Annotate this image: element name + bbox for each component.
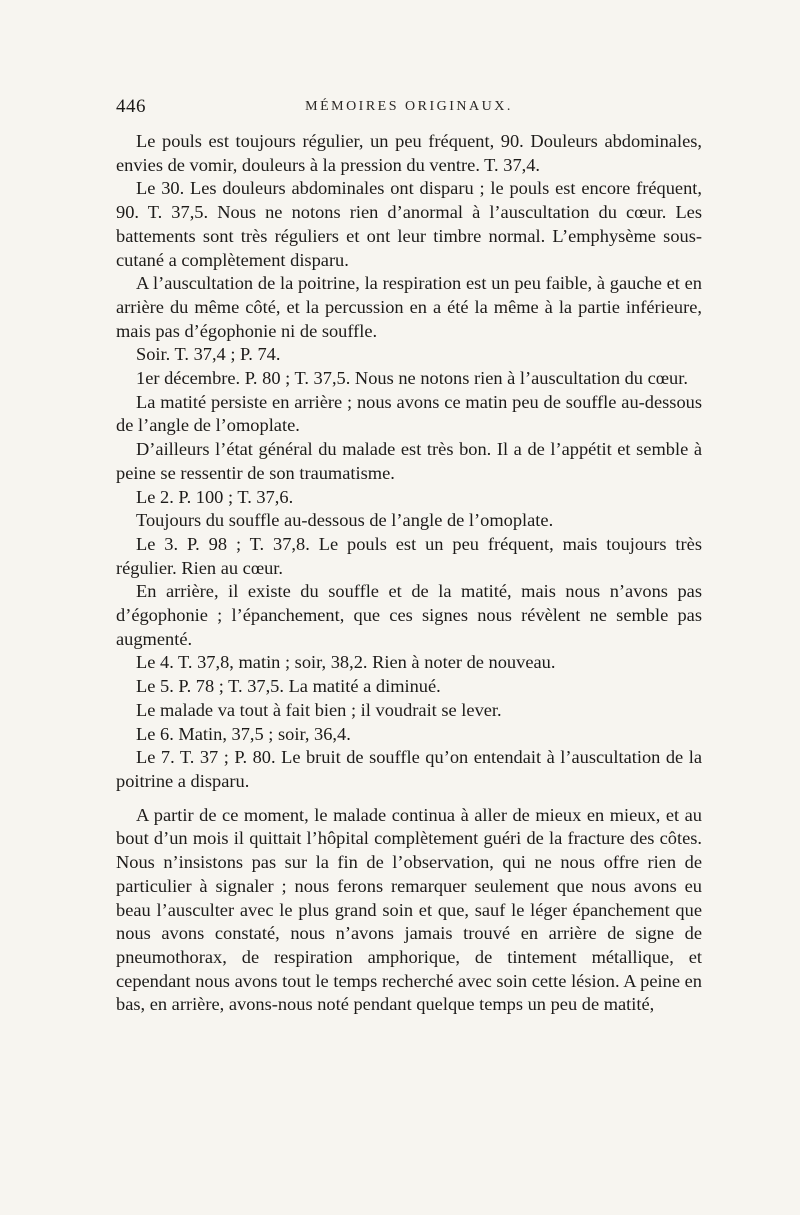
paragraph: Le pouls est toujours régulier, un peu fréquent, 90. Douleurs abdominales, envies de vomir, douleurs à la pression du ventre. T. 37,4. <box>116 131 702 175</box>
paragraph: En arrière, il existe du souffle et de la matité, mais nous n’avons pas d’égophonie ; l’épanchement, que ces signes nous révèlent ne semble pas augmenté. <box>116 581 702 649</box>
paragraph: Le 2. P. 100 ; T. 37,6. <box>136 486 294 507</box>
page-number: 446 <box>116 96 146 117</box>
running-head: MÉMOIRES ORIGINAUX. <box>305 99 513 114</box>
paragraph: La matité persiste en arrière ; nous avons ce matin peu de souffle au-dessous de l’angle de l’omoplate. <box>116 391 702 436</box>
paragraph: Le 7. T. 37 ; P. 80. Le bruit de souffle qu’on entendait à l’auscultation de la poitrine a disparu. <box>116 747 702 791</box>
paragraph: 1er décembre. P. 80 ; T. 37,5. Nous ne notons rien à l’auscultation du cœur. <box>136 368 688 389</box>
paragraph: Le malade va tout à fait bien ; il voudrait se lever. <box>136 699 502 720</box>
paragraph: Le 30. Les douleurs abdominales ont disparu ; le pouls est encore fréquent, 90. T. 37,5. Nous ne notons rien d’anormal à l’auscultation du cœur. Les battements sont très réguliers et ont leur timbre normal. L’emphysème sous-cutané a complètement disparu. <box>116 178 702 270</box>
paragraph: Le 3. P. 98 ; T. 37,8. Le pouls est un peu fréquent, mais toujours très régulier. Rien au cœur. <box>116 533 702 578</box>
paragraph: Soir. T. 37,4 ; P. 74. <box>136 344 281 365</box>
paragraph: Toujours du souffle au-dessous de l’angle de l’omoplate. <box>136 510 554 531</box>
paragraph: Le 6. Matin, 37,5 ; soir, 36,4. <box>136 723 351 744</box>
paragraph: A partir de ce moment, le malade continua à aller de mieux en mieux, et au bout d’un mois il quittait l’hôpital complètement guéri de la fracture des côtes. Nous n’insistons pas sur la fin de l’observation, qui ne nous offre rien de particulier à signaler ; nous ferons remarquer seulement que nous avons eu beau l’ausculter avec le plus grand soin et que, sauf le léger épanchement que nous avons constaté, nous n’avons jamais trouvé en arrière de signe de pneumothorax, de respiration amphorique, de tintement métallique, et cependant nous avons tout le temps recherché avec soin cette lésion. A peine en bas, en arrière, avons-nous noté pendant quelque temps un peu de matité, <box>116 804 702 1015</box>
paragraph: Le 4. T. 37,8, matin ; soir, 38,2. Rien à noter de nouveau. <box>136 652 556 673</box>
paragraph: D’ailleurs l’état général du malade est très bon. Il a de l’appétit et semble à peine se ressentir de son traumatisme. <box>116 439 702 483</box>
page-header <box>116 96 702 126</box>
paragraph: A l’auscultation de la poitrine, la respiration est un peu faible, à gauche et en arrière du même côté, et la percussion en a été la même à la partie inférieure, mais pas d’égophonie ni de souffle. <box>116 273 702 341</box>
paragraph: Le 5. P. 78 ; T. 37,5. La matité a diminué. <box>136 676 441 697</box>
body-text <box>116 130 702 1017</box>
